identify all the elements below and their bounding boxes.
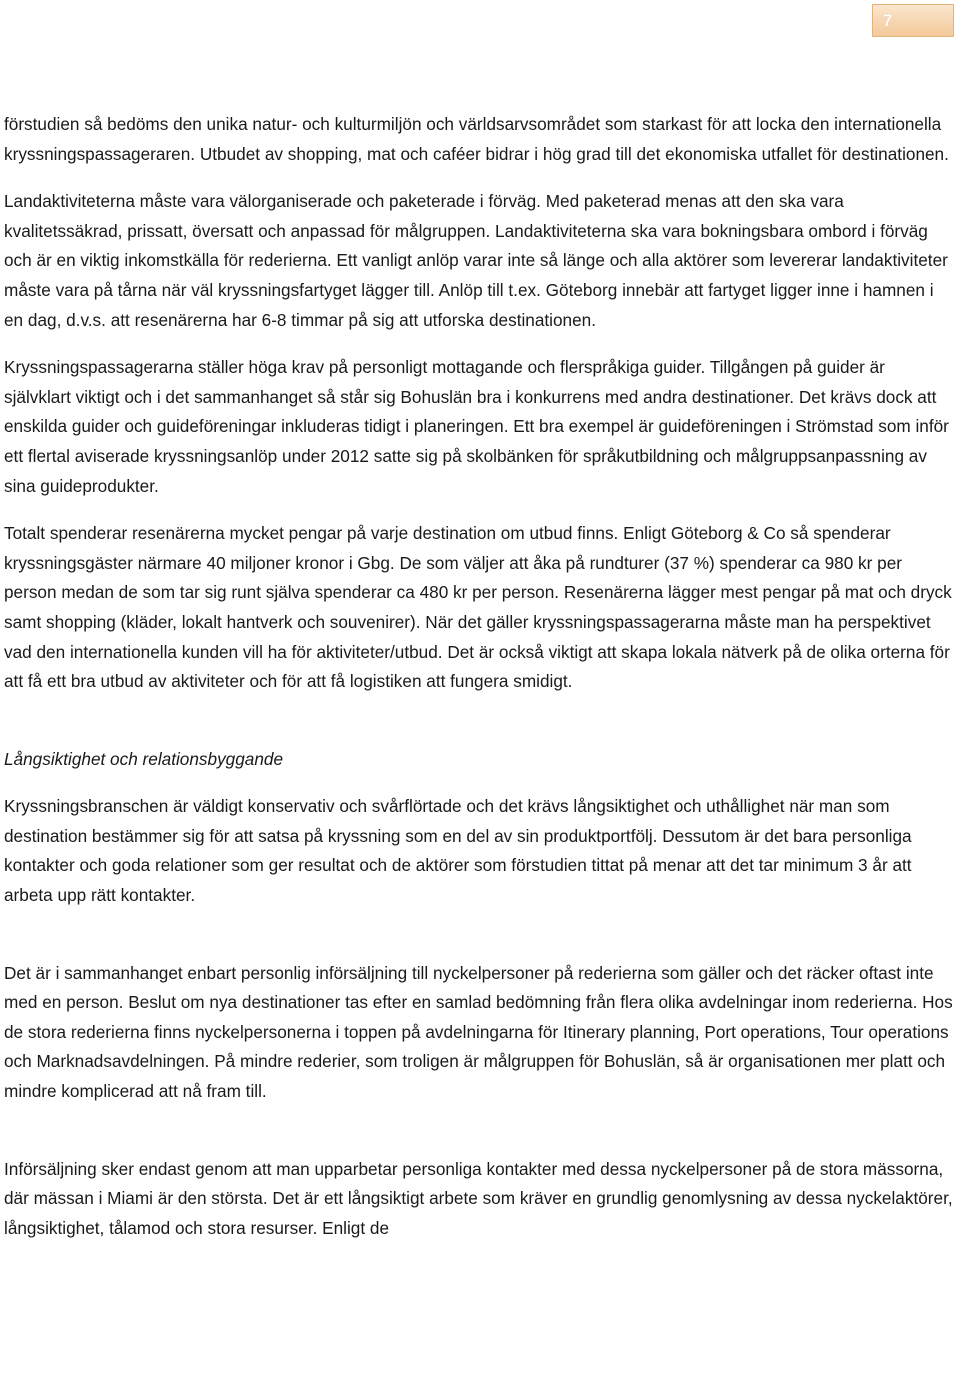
section-heading: Långsiktighet och relationsbyggande <box>4 748 284 769</box>
document-body <box>4 110 956 1243</box>
page-number: 7 <box>883 10 893 30</box>
paragraph-key-persons: Det är i sammanhanget enbart personlig införsäljning till nyckelpersoner på rederierna som gäller och det räcker oftast inte med en person. Beslut om nya destinationer tas efter en samlad bedömning från flera olika avdelningar inom rederierna. Hos de stora rederierna finns nyckelpersonerna i toppen på avdelningarna för Itinerary planning, Port operations, Tour operations och Marknadsavdelningen. På mindre rederier, som troligen är målgruppen för Bohuslän, så är organisationen mer platt och mindre komplicerad att nå fram till. <box>4 962 953 1102</box>
paragraph-land-activities: Landaktiviteterna måste vara välorganiserade och paketerade i förväg. Med paketerad menas att den ska vara kvalitetssäkrad, prissatt, översatt och anpassad för målgruppen. Landaktiviteterna ska vara bokningsbara ombord i förväg och är en viktig inkomstkälla för rederierna. Ett vanligt anlöp varar inte så länge och alla aktörer som levererar landaktiviteter måste vara på tårna när väl kryssningsfartyget lägger till. Anlöp till t.ex. Göteborg innebär att fartyget ligger inne i hamnen i en dag, d.v.s. att resenärerna har 6-8 timmar på sig att utforska destinationen. <box>4 191 948 330</box>
paragraph-intro: förstudien så bedöms den unika natur- och kulturmiljön och världsarvsområdet som starkast för att locka den internationella kryssningspassageraren. Utbudet av shopping, mat och caféer bidrar i hög grad till det ekonomiska utfallet för destinationen. <box>4 114 949 164</box>
paragraph-guides: Kryssningspassagerarna ställer höga krav på personligt mottagande och flerspråkiga guider. Tillgången på guider är självklart viktigt och i det sammanhanget så står sig Bohuslän bra i konkurrens med andra destinationer. Det krävs dock att enskilda guider och guideföreningar inkluderas tidigt i planeringen. Ett bra exempel är guideföreningen i Strömstad som inför ett flertal aviserade kryssningsanlöp under 2012 satte sig på skolbänken för språkutbildning och målgruppsanpassning av sina guideprodukter. <box>4 357 949 496</box>
paragraph-long-term: Kryssningsbranschen är väldigt konservativ och svårflörtade och det krävs långsiktighet och uthållighet när man som destination bestämmer sig för att satsa på kryssning som en del av sin produktportfölj. Dessutom är det bara personliga kontakter och goda relationer som ger resultat och de aktörer som förstudien tittat på menar att det tar minimum 3 år att arbeta upp rätt kontakter. <box>4 796 912 906</box>
paragraph-sales: Införsäljning sker endast genom att man upparbetar personliga kontakter med dessa nyckelpersoner på de stora mässorna, där mässan i Miami är den största. Det är ett långsiktigt arbete som kräver en grundlig genomlysning av dessa nyckelaktörer, långsiktighet, tålamod och stora resurser. Enligt de <box>4 1158 953 1238</box>
page-number-badge <box>872 4 954 37</box>
paragraph-spending: Totalt spenderar resenärerna mycket pengar på varje destination om utbud finns. Enligt Göteborg & Co så spenderar kryssningsgäster närmare 40 miljoner kronor i Gbg. De som väljer att åka på rundturer (37 %) spenderar ca 980 kr per person medan de som tar sig runt själva spenderar ca 480 kr per person. Resenärerna lägger mest pengar på mat och dryck samt shopping (kläder, lokalt hantverk och souvenirer). När det gäller kryssningspassagerarna måste man ha perspektivet vad den internationella kunden vill ha för aktiviteter/utbud. Det är också viktigt att skapa lokala nätverk på de olika orterna för att få ett bra utbud av aktiviteter och för att få logistiken att fungera smidigt. <box>4 523 952 692</box>
